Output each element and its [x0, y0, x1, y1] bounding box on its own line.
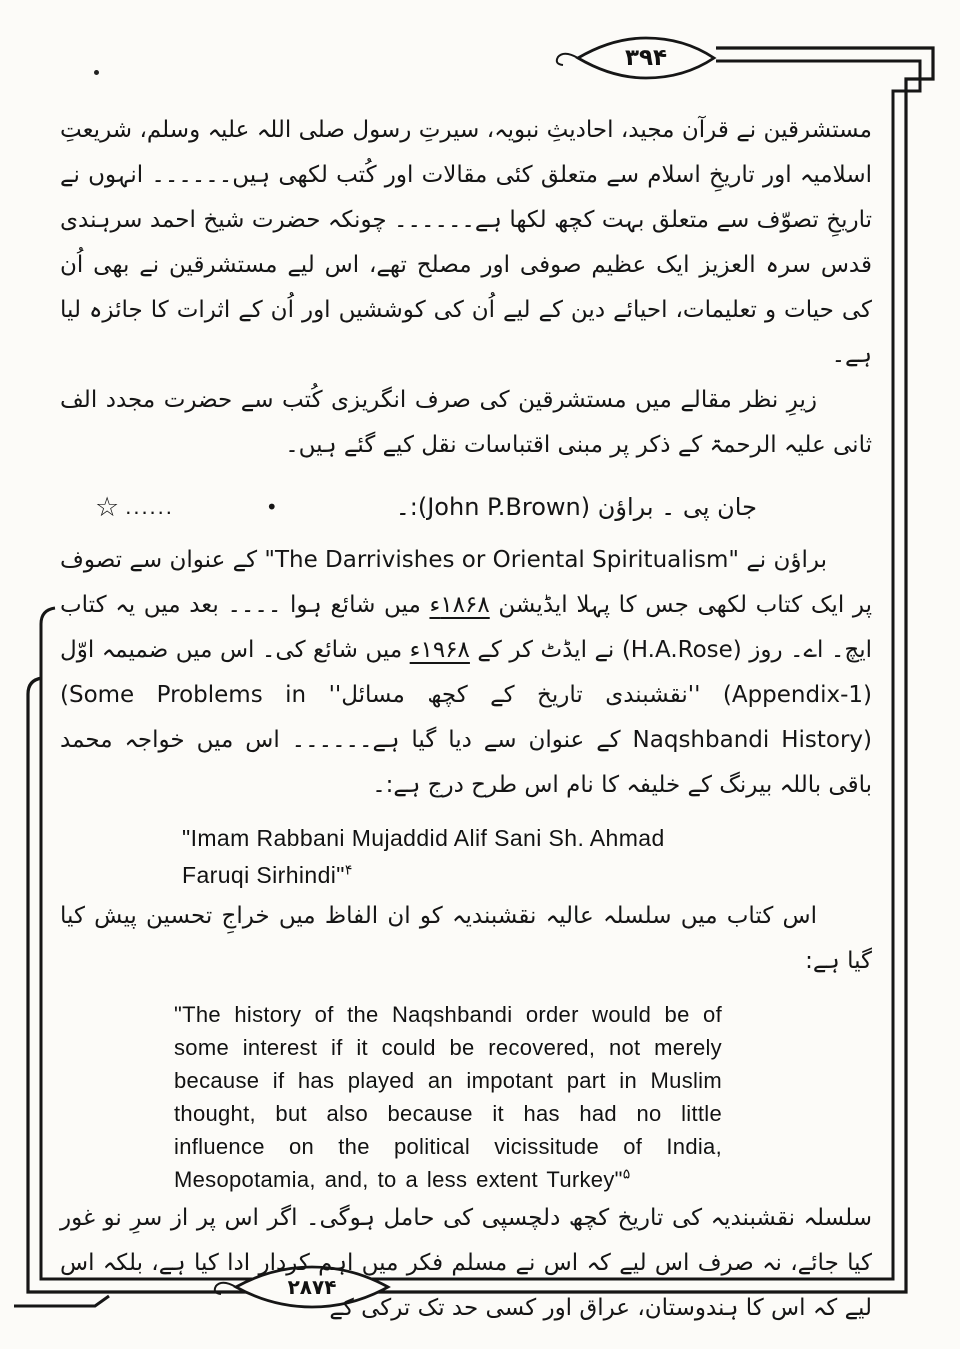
quote-imam-rabbani-name	[182, 820, 722, 894]
quote-naqshbandi-history-text: "The history of the Naqshbandi order would be of some interest if it could be recovered, not merely because if has played an impotant part in Muslim thought, but also because it has had no little influence on the political vicissitude of India, Mesopotamia, and, to a less extent Turkey"	[174, 1002, 722, 1192]
star-icon: ☆	[95, 491, 120, 523]
heading-author-name: جان پی ۔ براؤن ‎(John P.Brown)‎:۔	[395, 493, 757, 521]
paragraph-brown-book	[60, 538, 872, 808]
section-heading-john-p-brown	[60, 484, 872, 530]
top-cartouche-flourish	[557, 54, 578, 65]
footnote-marker-5: ۵	[622, 1166, 631, 1183]
paragraph-article-scope: زیرِ نظر مقالے میں مستشرقین کی صرف انگریزی کُتب سے حضرت مجدد الف ثانی علیہ الرحمۃ کے ذکر پر مبنی اقتباسات نقل کیے گئے ہیں۔	[60, 387, 872, 458]
paragraph-brown-book-seg2: میں شائع ہوا ۔۔۔۔ بعد میں یہ کتاب ایچ۔ اے۔ روز ‎(H.A.Rose)‎ نے ایڈٹ کر کے	[60, 592, 872, 663]
paragraph-orientalists-intro: مستشرقین نے قرآن مجید، احادیثِ نبویہ، سیرتِ رسول صلی اللہ علیہ وسلم، شریعتِ اسلامیہ اور تاریخِ اسلام سے متعلق کئی مقالات اور کُتب لکھی ہیں۔۔۔۔۔۔ انہوں نے تاریخِ تصوّف سے متعلق بہت کچھ لکھا ہے۔۔۔۔۔۔ چونکہ حضرت شیخ احمد سرہندی قدس سرہ العزیز ایک عظیم صوفی اور مصلح تھے، اس لیے مستشرقین نے بھی اُن کی حیات و تعلیمات، احیائے دین کے لیے اُن کی کوششیں اور اُن کے اثرات کا جائزہ لیا ہے۔	[60, 117, 873, 368]
page-number-top: ۳۹۴	[624, 45, 668, 71]
year-1968: ۱۹۶۸ء	[409, 637, 470, 663]
quote-naqshbandi-history	[174, 998, 722, 1196]
footnote-marker-4: ۴	[344, 862, 353, 879]
paragraph-brown-book-seg3: میں شائع کی۔ اس میں ضمیمہ اوّل ‎(Appendix-1)‎ ''نقشبندی تاریخ کے کچھ مسائل'' ‎(Some Problems in Naqshbandi History)‎ کے عنوان سے دیا گیا ہے۔۔۔۔۔۔ اس میں خواجہ محمد باقی باللہ بیرنگ کے خلیفہ کا نام اس طرح درج ہے:۔	[60, 637, 872, 798]
page-number-bottom: ۲۸۷۴	[287, 1275, 337, 1299]
paragraph-brown-book-seg1: براؤن نے ‎"The Darrivishes or Oriental Spiritualism"‎ کے عنوان سے تصوف پر ایک کتاب لکھی جس کا پہلا ایڈیشن	[60, 547, 872, 618]
heading-bullet-dot: •	[265, 495, 278, 519]
text-column	[60, 108, 872, 1331]
paragraph-closing: سلسلہ نقشبندیہ کی تاریخ کچھ دلچسپی کی حامل ہوگی۔ اگر اس پر از سرِ نو غور کیا جائے، نہ صرف اس لیے کہ اس نے مسلم فکر میں اہم کردار ادا کیا ہے، بلکہ اس لیے کہ اس کا ہندوستان، عراق اور کسی حد تک ترکی کے	[60, 1205, 872, 1321]
scan-artifact-dot	[94, 70, 99, 75]
year-1868: ۱۸۶۸ء	[429, 592, 490, 618]
quote-imam-rabbani-text: "Imam Rabbani Mujaddid Alif Sani Sh. Ahmad Faruqi Sirhindi"	[182, 825, 665, 888]
heading-dots: ......	[125, 494, 174, 519]
paragraph-tribute-intro: اس کتاب میں سلسلہ عالیہ نقشبندیہ کو ان الفاظ میں خراجِ تحسین پیش کیا گیا ہے:	[60, 903, 872, 974]
